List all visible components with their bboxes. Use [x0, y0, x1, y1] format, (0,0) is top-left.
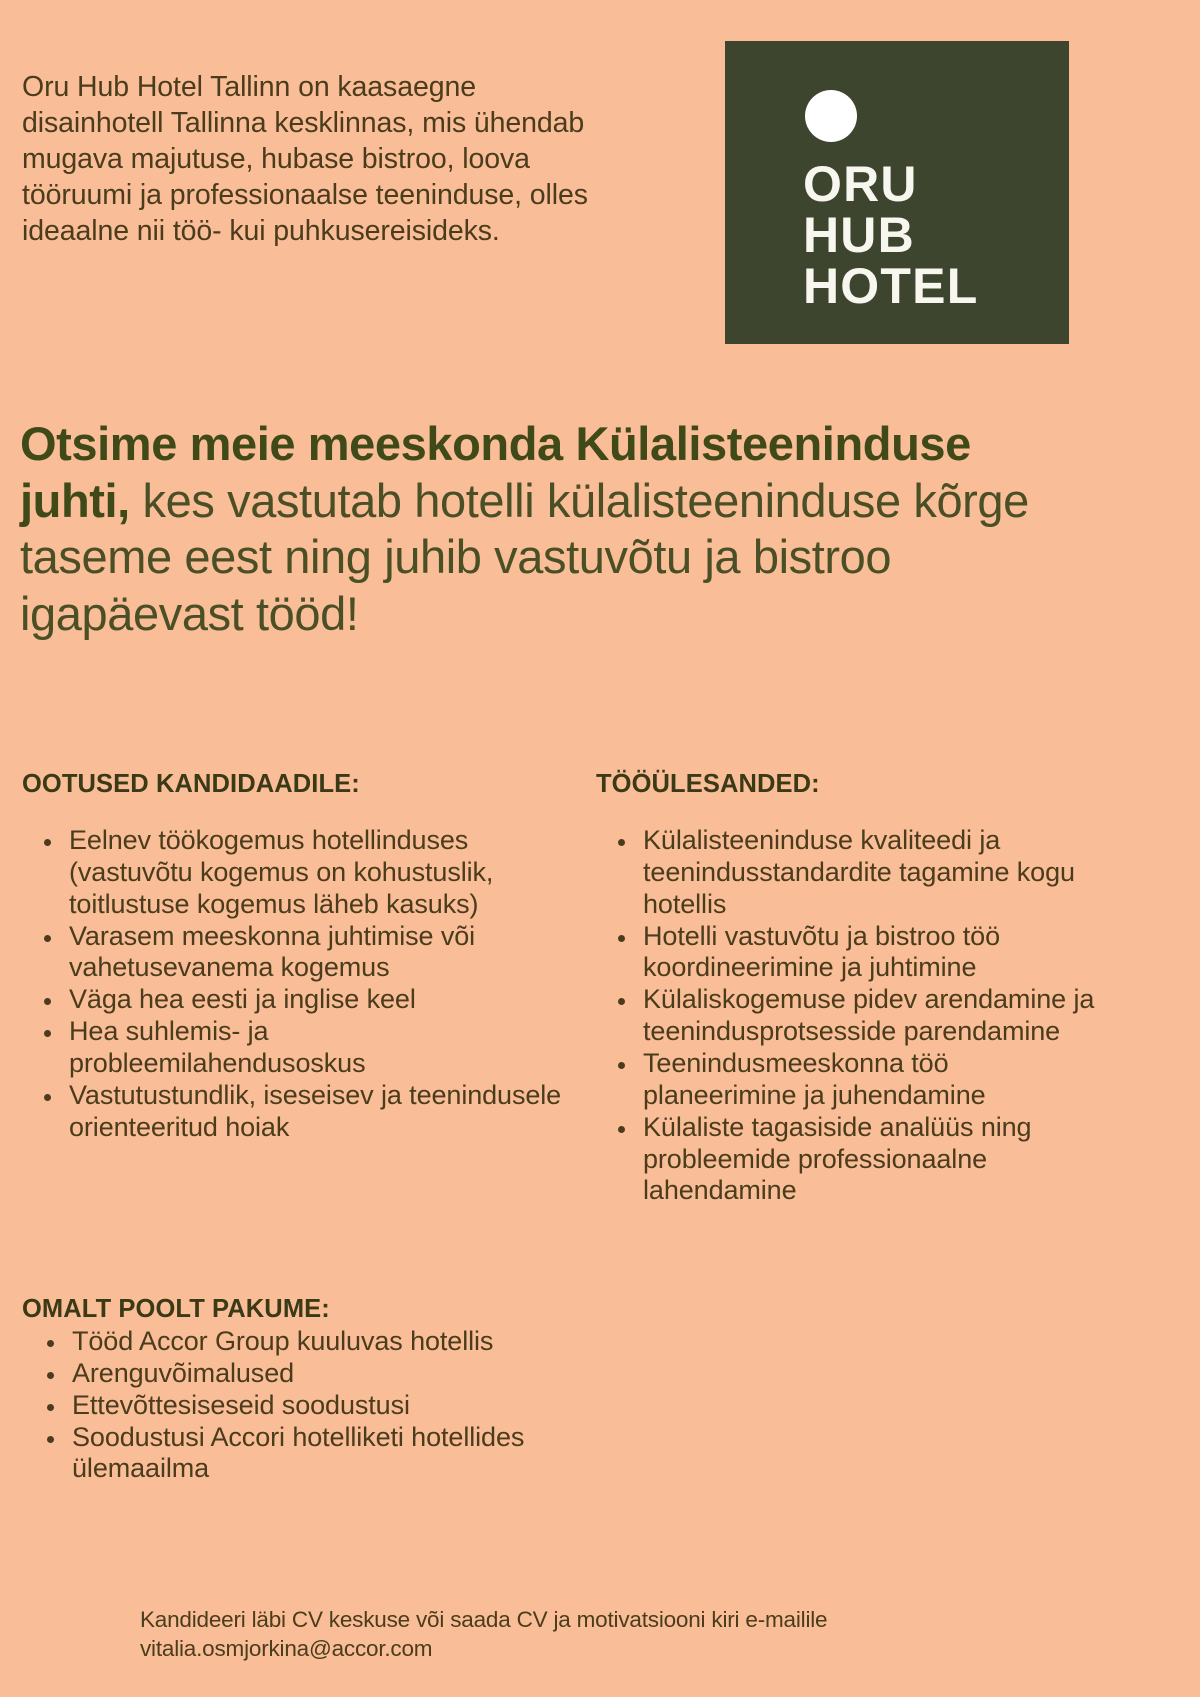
- logo-line-hotel: HOTEL: [803, 258, 979, 314]
- logo-line-hub: HUB: [803, 207, 915, 263]
- tasks-title: TÖÖÜLESANDED:: [596, 770, 820, 798]
- intro-paragraph: Oru Hub Hotel Tallinn on kaasaegne disainhotell Tallinna kesklinnas, mis ühendab mugava majutuse, hubase bistroo, loova tööruumi ja professionaalse teeninduse, olles ideaalne nii töö- kui puhkusereisideks.: [22, 70, 588, 248]
- list-item: • Külaliskogemuse pidev arendamine ja teenindusprotsesside parendamine: [639, 984, 1096, 1048]
- tasks-list: [596, 825, 1096, 1207]
- list-item: • Külaliste tagasiside analüüs ning probleemide professionaalne lahendamine: [639, 1112, 1096, 1208]
- logo-line-oru: ORU: [803, 156, 918, 212]
- offer-list: [22, 1326, 582, 1485]
- logo-circle-icon: [805, 90, 857, 142]
- list-item: • Ettevõttesiseseid soodustusi: [68, 1390, 582, 1422]
- offer-section: [22, 1295, 582, 1485]
- expectations-title: OOTUSED KANDIDAADILE:: [22, 770, 360, 798]
- tasks-section: [596, 770, 1096, 1207]
- list-item: • Külalisteeninduse kvaliteedi ja teenindusstandardite tagamine kogu hotellis: [639, 825, 1096, 921]
- contact-email[interactable]: vitalia.osmjorkina@accor.com: [140, 1636, 433, 1662]
- application-instructions: [140, 1605, 1090, 1664]
- list-item: • Teenindusmeeskonna töö planeerimine ja juhendamine: [639, 1048, 1096, 1112]
- expectations-section: [22, 770, 562, 1144]
- offer-title: OMALT POOLT PAKUME:: [22, 1295, 330, 1323]
- page-title: [20, 416, 1030, 642]
- oru-hub-hotel-logo: [725, 41, 1069, 344]
- list-item: • Väga hea eesti ja inglise keel: [65, 984, 562, 1016]
- expectations-list: [22, 825, 562, 1144]
- list-item: • Vastutustundlik, iseseisev ja teenindusele orienteeritud hoiak: [65, 1080, 562, 1144]
- headline-regular-text: kes vastutab hotelli külalisteeninduse kõrge taseme eest ning juhib vastuvõtu ja bistroo igapäevast tööd!: [20, 473, 1029, 640]
- list-item: • Arenguvõimalused: [68, 1358, 582, 1390]
- list-item: • Hea suhlemis- ja probleemilahendusoskus: [65, 1016, 562, 1080]
- apply-instruction-text: Kandideeri läbi CV keskuse või saada CV ja motivatsiooni kiri e-mailile: [140, 1607, 828, 1632]
- list-item: • Varasem meeskonna juhtimise või vahetusevanema kogemus: [65, 921, 562, 985]
- list-item: • Eelnev töökogemus hotellinduses (vastuvõtu kogemus on kohustuslik, toitlustuse kogemus läheb kasuks): [65, 825, 562, 921]
- list-item: • Hotelli vastuvõtu ja bistroo töö koordineerimine ja juhtimine: [639, 921, 1096, 985]
- list-item: • Tööd Accor Group kuuluvas hotellis: [68, 1326, 582, 1358]
- list-item: • Soodustusi Accori hotelliketi hotellides ülemaailma: [68, 1422, 582, 1486]
- logo-wordmark: [803, 156, 979, 314]
- headline-bold-text: Otsime meie meeskonda Külalisteeninduse juhti,: [20, 417, 971, 527]
